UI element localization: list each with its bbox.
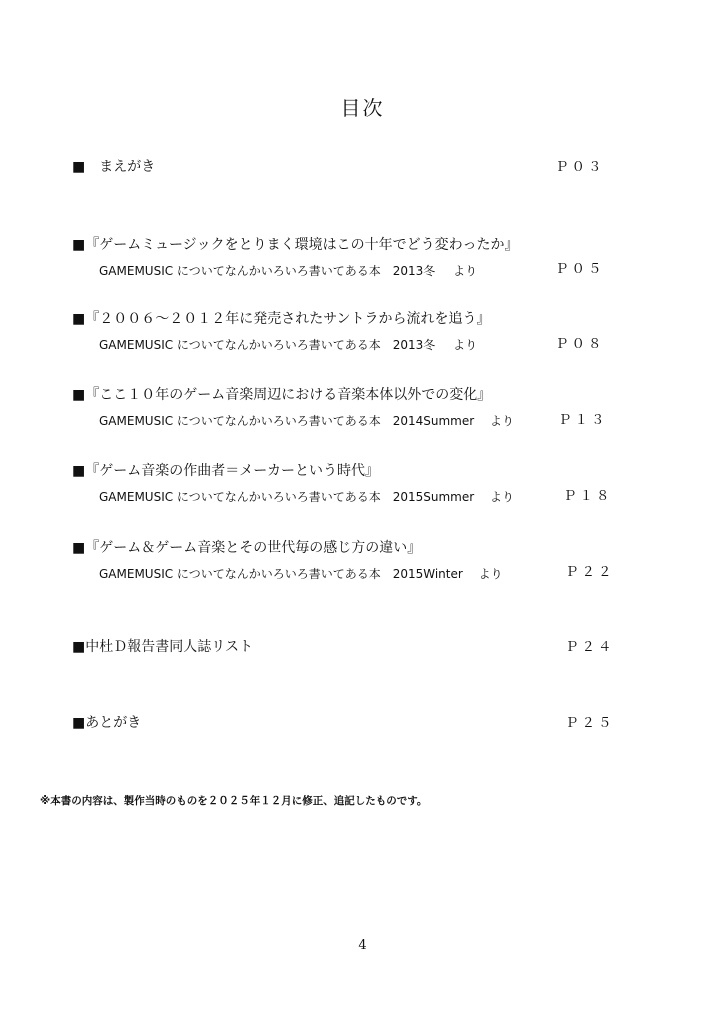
toc-entry-1-page: Ｐ０５ bbox=[555, 261, 605, 277]
toc-entry-6-heading: ■中杜Ｄ報告書同人誌リスト bbox=[72, 639, 253, 655]
toc-entry-5-heading: ■『ゲーム＆ゲーム音楽とその世代毎の感じ方の違い』 bbox=[72, 540, 422, 556]
toc-entry-3-source bbox=[99, 412, 514, 430]
toc-entry-4-source-title: GAMEMUSIC についてなんかいろいろ書いてある本 2015Summer bbox=[99, 490, 475, 504]
toc-entry-1-heading: ■『ゲームミュージックをとりまく環境はこの十年でどう変わったか』 bbox=[72, 237, 519, 253]
page-title: 目次 bbox=[340, 96, 385, 120]
toc-entry-3-heading: ■『ここ１０年のゲーム音楽周辺における音楽本体以外での変化』 bbox=[72, 387, 492, 403]
toc-entry-5-source-from: より bbox=[478, 567, 503, 581]
page-number: 4 bbox=[358, 938, 367, 953]
toc-entry-1-source-from: より bbox=[453, 264, 478, 278]
toc-entry-5-page: Ｐ２２ bbox=[565, 564, 615, 580]
toc-entry-4-page: Ｐ１８ bbox=[563, 488, 613, 504]
toc-entry-2-source-title: GAMEMUSIC についてなんかいろいろ書いてある本 2013冬 bbox=[99, 338, 436, 352]
toc-entry-2-heading: ■『２００６～２０１２年に発売されたサントラから流れを追う』 bbox=[72, 311, 491, 327]
toc-entry-2-source-from: より bbox=[453, 338, 478, 352]
toc-entry-4-heading: ■『ゲーム音楽の作曲者＝メーカーという時代』 bbox=[72, 463, 379, 479]
toc-entry-2-page: Ｐ０８ bbox=[555, 336, 605, 352]
toc-entry-4-source bbox=[99, 488, 514, 506]
toc-entry-6-page: Ｐ２４ bbox=[565, 639, 615, 655]
toc-entry-1-source-title: GAMEMUSIC についてなんかいろいろ書いてある本 2013冬 bbox=[99, 264, 436, 278]
revision-note: ※本書の内容は、製作当時のものを２０２５年１２月に修正、追記したものです。 bbox=[40, 795, 428, 807]
toc-entry-7-page: Ｐ２５ bbox=[565, 715, 615, 731]
toc-entry-5-source-title: GAMEMUSIC についてなんかいろいろ書いてある本 2015Winter bbox=[99, 567, 463, 581]
toc-entry-1-source bbox=[99, 262, 477, 280]
toc-entry-preface-page: Ｐ０３ bbox=[555, 159, 605, 175]
toc-entry-5-source bbox=[99, 565, 503, 583]
toc-entry-4-source-from: より bbox=[489, 490, 514, 504]
toc-entry-3-source-from: より bbox=[489, 414, 514, 428]
toc-entry-7-heading: ■あとがき bbox=[72, 715, 142, 731]
toc-entry-preface-heading: ■ まえがき bbox=[72, 159, 156, 175]
toc-entry-3-source-title: GAMEMUSIC についてなんかいろいろ書いてある本 2014Summer bbox=[99, 414, 475, 428]
toc-entry-2-source bbox=[99, 336, 477, 354]
toc-entry-3-page: Ｐ１３ bbox=[558, 412, 608, 428]
